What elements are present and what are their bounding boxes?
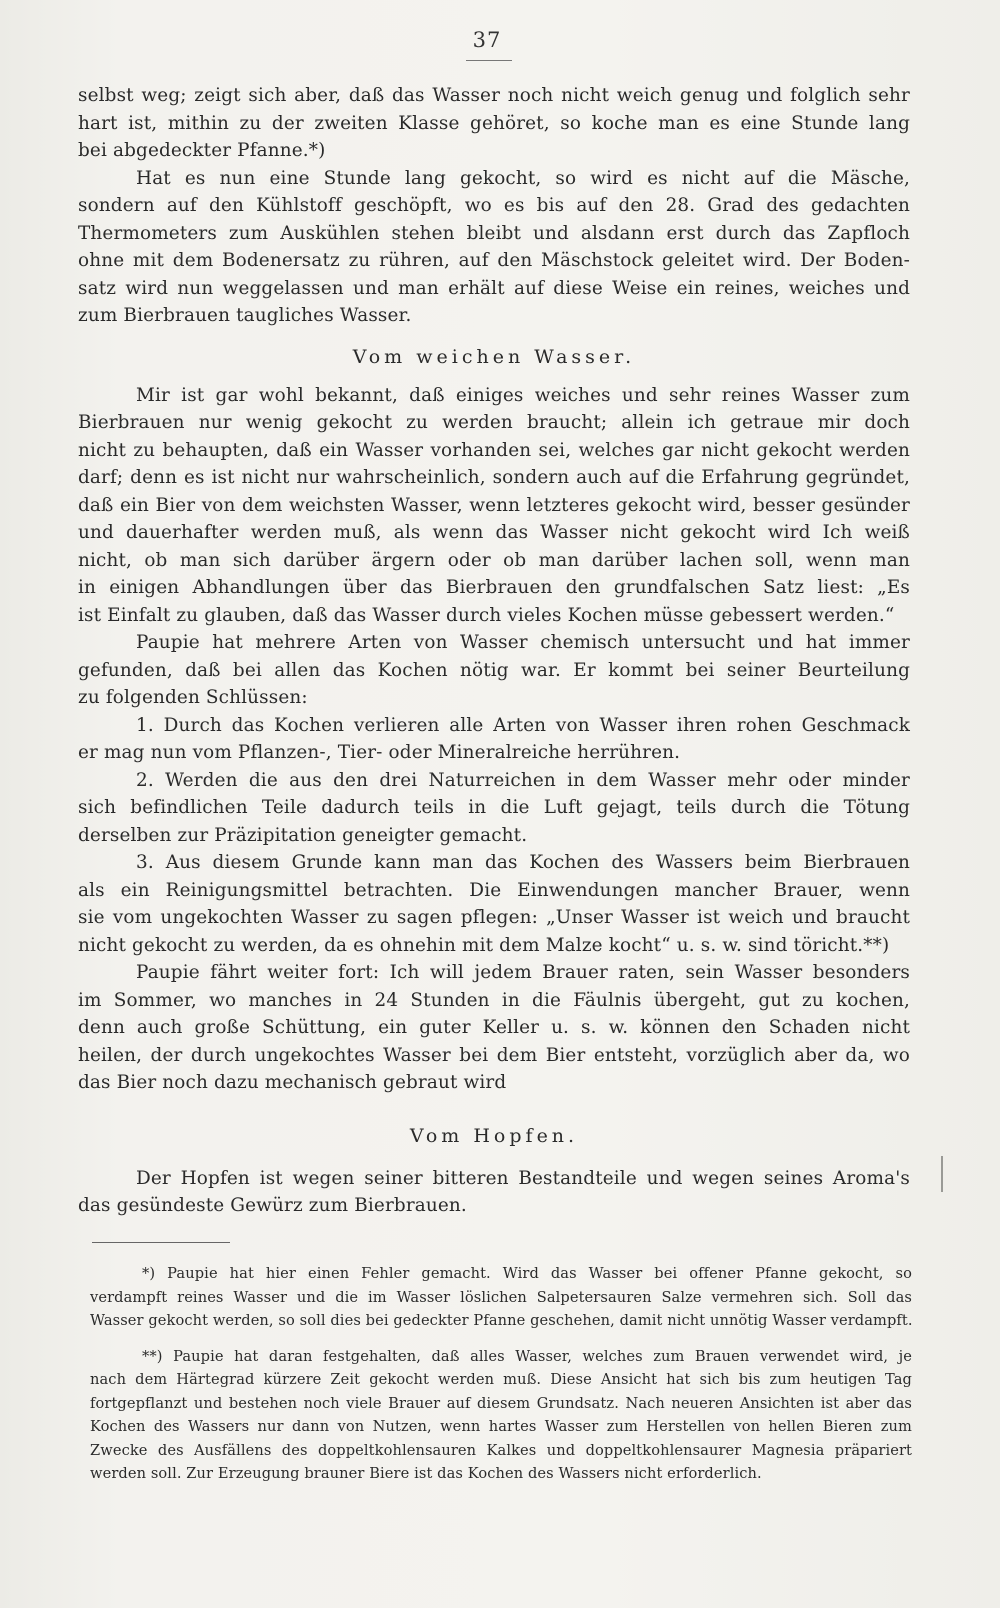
footnote-line: **) Paupie hat daran festgehalten, daß alles Wasser, welches zum Brauen verwendet wird, je: [142, 1347, 912, 1365]
paragraph-cooling: [78, 165, 910, 330]
text-line: sich befindlichen Teile dadurch teils in die Luft gejagt, teils durch die Tötung: [78, 797, 910, 818]
footnote-2: [90, 1345, 912, 1486]
footnote-1: [90, 1262, 912, 1333]
text-line: 3. Aus diesem Grunde kann man das Kochen des Wassers beim Bierbrauen: [136, 852, 910, 873]
margin-mark: [941, 1156, 943, 1192]
footnote-line: werden soll. Zur Erzeugung brauner Biere ist das Kochen des Wassers nicht erforderlich.: [90, 1465, 762, 1482]
text-line: ist Einfalt zu glauben, daß das Wasser durch vieles Kochen müsse gebessert werden.“: [78, 604, 895, 626]
page-number-rule: [466, 60, 512, 61]
text-line: selbst weg; zeigt sich aber, daß das Wasser noch nicht weich genug und folglich sehr: [78, 85, 910, 106]
text-line: Paupie hat mehrere Arten von Wasser chemisch untersucht und hat immer: [136, 632, 910, 653]
text-line: derselben zur Präzipitation geneigter gemacht.: [78, 824, 528, 846]
footnotes: [90, 1262, 912, 1486]
footnote-line: *) Paupie hat hier einen Fehler gemacht. Wird das Wasser bei offener Pfanne gekocht, so: [142, 1265, 912, 1282]
list-item-2: [78, 767, 910, 850]
paragraph-hops: [78, 1165, 910, 1220]
section-heading-hops: Vom Hopfen.: [409, 1124, 579, 1147]
footnote-gap: [90, 1333, 912, 1345]
text-line: 1. Durch das Kochen verlieren alle Arten von Wasser ihren rohen Geschmack: [136, 714, 910, 736]
text-line: sie vom ungekochten Wasser zu sagen pflegen: „Unser Wasser ist weich und braucht: [78, 907, 910, 928]
paragraph-continued: [78, 82, 910, 165]
text-line: und dauerhafter werden muß, als wenn das Wasser nicht gekocht wird Ich weiß: [78, 522, 910, 543]
text-line: satz wird nun weggelassen und man erhält auf diese Weise ein reines, weiches und: [78, 277, 910, 299]
section-heading-soft-water: Vom weichen Wasser.: [352, 345, 636, 368]
text-line: Mir ist gar wohl bekannt, daß einiges weiches und sehr reines Wasser zum: [136, 384, 910, 406]
text-line: er mag nun vom Pflanzen-, Tier- oder Mineralreiche herrühren.: [78, 742, 681, 763]
paragraph-paupie-continues: [78, 959, 910, 1097]
text-line: Paupie fährt weiter fort: Ich will jedem Brauer raten, sein Wasser besonders: [136, 962, 910, 983]
paragraph-soft-water: [78, 382, 910, 630]
text-line: Thermometers zum Auskühlen stehen bleibt und alsdann erst durch das Zapfloch: [78, 222, 910, 244]
text-line: Bierbrauen nur wenig gekocht zu werden braucht; allein ich getraue mir doch: [78, 412, 910, 433]
text-line: gefunden, daß bei allen das Kochen nötig war. Er kommt bei seiner Beurteilung: [78, 659, 910, 681]
text-line: nicht zu behaupten, daß ein Wasser vorhanden sei, welches gar nicht gekocht werden: [78, 439, 910, 461]
body-text: [78, 82, 910, 1220]
text-line: sondern auf den Kühlstoff geschöpft, wo es bis auf den 28. Grad des gedachten: [78, 195, 910, 216]
footnote-line: verdampft reines Wasser und die im Wasser löslichen Salpetersauren Salze vermehren sich. Soll das: [90, 1288, 912, 1306]
text-line: denn auch große Schüttung, ein guter Keller u. s. w. können den Schaden nicht: [78, 1017, 910, 1038]
list-item-1: [78, 712, 910, 767]
footnote-line: Wasser gekocht werden, so soll dies bei gedeckter Pfanne geschehen, damit nicht unnötig Wasser verdampft.: [90, 1312, 913, 1329]
footnote-line: nach dem Härtegrad kürzere Zeit gekocht werden muß. Diese Ansicht hat sich bis zum heutigen Tag: [90, 1371, 912, 1388]
text-line: das Bier noch dazu mechanisch gebraut wird: [78, 1072, 507, 1093]
footnote-line: fortgepflanzt und bestehen noch viele Brauer auf diesem Grundsatz. Nach neueren Ansichten ist aber das: [90, 1394, 912, 1412]
text-line: daß ein Bier von dem weichsten Wasser, wenn letzteres gekocht wird, besser gesünder: [78, 494, 910, 516]
text-line: in einigen Abhandlungen über das Bierbrauen den grundfalschen Satz liest: „Es: [78, 577, 910, 598]
footnote-line: Kochen des Wassers nur dann von Nutzen, wenn hartes Wasser zum Herstellen von hellen Bieren zum: [90, 1418, 912, 1435]
page-number: 37: [472, 28, 502, 52]
text-line: nicht, ob man sich darüber ärgern oder ob man darüber lachen soll, wenn man: [78, 549, 910, 571]
text-line: als ein Reinigungsmittel betrachten. Die Einwendungen mancher Brauer, wenn: [78, 879, 910, 901]
text-line: zum Bierbrauen taugliches Wasser.: [78, 305, 412, 326]
text-line: 2. Werden die aus den drei Naturreichen in dem Wasser mehr oder minder: [136, 769, 910, 791]
text-line: heilen, der durch ungekochtes Wasser bei dem Bier entsteht, vorzüglich aber da, wo: [78, 1044, 910, 1066]
text-line: Der Hopfen ist wegen seiner bitteren Bestandteile und wegen seines Aroma's: [136, 1167, 910, 1189]
text-line: bei abgedeckter Pfanne.*): [78, 140, 326, 161]
text-line: Hat es nun eine Stunde lang gekocht, so wird es nicht auf die Mäsche,: [136, 167, 910, 189]
text-line: das gesündeste Gewürz zum Bierbrauen.: [78, 1195, 467, 1216]
text-line: zu folgenden Schlüssen:: [78, 687, 308, 708]
footnote-line: Zwecke des Ausfällens des doppeltkohlensauren Kalkes und doppeltkohlensaurer Magnesia präpariert: [90, 1441, 912, 1459]
text-line: im Sommer, wo manches in 24 Stunden in die Fäulnis übergeht, gut zu kochen,: [78, 989, 910, 1011]
list-item-3: [78, 849, 910, 959]
text-line: nicht gekocht zu werden, da es ohnehin mit dem Malze kocht“ u. s. w. sind töricht.**): [78, 934, 890, 956]
text-line: hart ist, mithin zu der zweiten Klasse gehöret, so koche man es eine Stunde lang: [78, 112, 910, 134]
footnote-rule: [92, 1242, 230, 1243]
paragraph-paupie-findings: [78, 629, 910, 712]
text-line: darf; denn es ist nicht nur wahrscheinlich, sondern auch auf die Erfahrung gegründet,: [78, 467, 910, 488]
text-line: ohne mit dem Bodenersatz zu rühren, auf den Mäschstock geleitet wird. Der Boden-: [78, 250, 910, 271]
